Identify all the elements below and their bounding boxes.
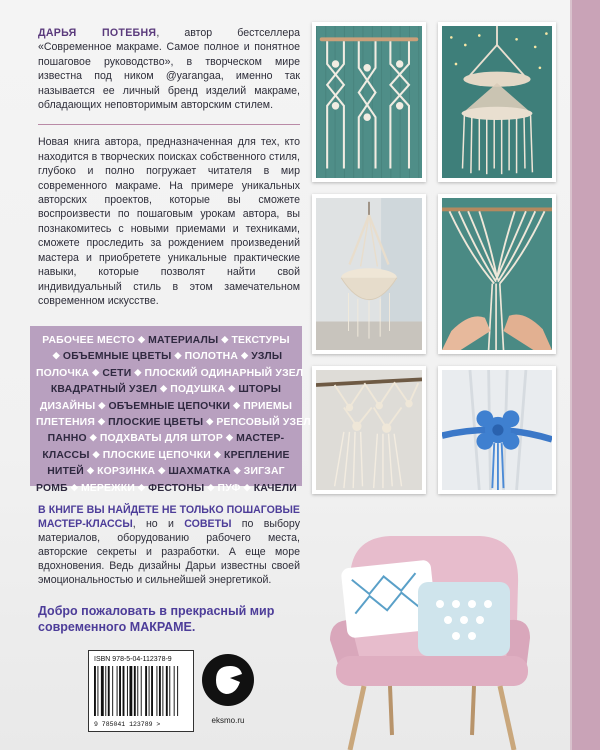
tag: ПОДУШКА [170,384,226,396]
diamond-separator-icon: ◆ [98,399,106,410]
diamond-separator-icon: ◆ [52,350,60,361]
tag: ПЛОСКИЕ ЦВЕТЫ [108,417,204,429]
tag: ПОДХВАТЫ ДЛЯ ШТОР [99,433,223,445]
barcode-bar [174,666,175,716]
book-spine [572,0,600,750]
barcode-bar [169,666,170,716]
barcode-bar [108,666,110,716]
eksmo-logo-icon [200,652,256,714]
photo-knotting-hands [438,194,556,354]
tag: ПУФ [217,482,241,494]
diamond-separator-icon: ◆ [228,383,236,394]
tag-line [36,348,296,364]
barcode-bar [97,666,98,716]
barcode-bar [151,666,153,716]
macrame-cradle-image [316,198,422,350]
diamond-separator-icon: ◆ [213,448,222,459]
diamond-separator-icon: ◆ [92,448,100,459]
tag: ПЛОСКИЙ ОДИНАРНЫЙ УЗЕЛ [144,367,304,379]
diamond-separator-icon: ◆ [206,416,214,427]
diamond-separator-icon: ◆ [86,465,95,476]
diamond-separator-icon: ◆ [233,465,241,476]
macrame-chandelier-image [442,26,552,178]
macrame-fringe-image [316,370,422,490]
barcode-bar [112,666,113,716]
book-contents-note [38,503,300,587]
bottom-text-part: , но и [132,518,185,530]
tag-line [36,480,296,496]
publisher-url: eksmo.ru [211,716,245,725]
barcode-bar [145,666,147,716]
photo-curtain-tieback [438,366,556,494]
tag: РОМБ [36,482,68,494]
highlight-tips: СОВЕТЫ [184,518,232,530]
barcode-number: 9 785041 123789 > [94,721,161,728]
photo-hanging-cradle [312,194,426,354]
tag: ПЛОСКИЕ ЦЕПОЧКИ [102,449,211,461]
photo-fringe-panel [312,366,426,494]
tag-line [36,381,296,397]
tag: РЕПСОВЫЙ УЗЕЛ [216,417,311,429]
barcode-bar [137,666,138,716]
barcode-bar [129,666,132,716]
tag: ПОЛОТНА [184,351,239,363]
author-intro [38,26,300,112]
barcode-bar [166,666,168,716]
tag: ОБЪЕМНЫЕ ЦВЕТЫ [62,351,172,363]
tag: ОБЪЕМНЫЕ ЦЕПОЧКИ [108,400,231,412]
diamond-separator-icon: ◆ [138,481,146,492]
tag: УЗЛЫ [251,351,283,363]
tag: МЕРЕЖКИ [80,482,135,494]
diamond-separator-icon: ◆ [174,350,182,361]
barcode-bars [94,666,188,716]
barcode-bar [159,666,161,716]
diamond-separator-icon: ◆ [241,350,249,361]
barcode-bar [141,666,142,716]
tag-line [36,430,296,446]
bottom-text-part: по выбору материалов, оборудованию рабочего места, авторские секреты и разработки. А еще море вдохновения. Ведь дизайны Дарьи известны своей эмоциональностью и сильнейшей энергетикой. [38,518,300,586]
macrame-tieback-image [442,370,552,490]
diamond-separator-icon: ◆ [207,481,215,492]
isbn-number: ISBN 978-5-04-112378-9 [94,656,172,663]
barcode-bar [162,666,163,716]
topics-box [30,326,311,494]
tag: ДИЗАЙНЫ [39,400,96,412]
book-description: Новая книга автора, предназначенная для тех, кто находится в творческих поисках собственного стиля, глубоко и полно погружает читателя в мир современного макраме. На примере уникальных авторских проектов, которые вы сможете воспроизвести по пошаговым урокам автора, вы познакомитесь с новыми приемами и техниками, сможете проследить за рождением произведений мастера и приобретете уникальные практические навыки, которые позволят найти свой индивидуальный стиль в этом замечательном современном искусстве. [38,136,300,307]
barcode-bar [101,666,104,716]
macrame-panel-image [316,26,422,178]
tag: ШАХМАТКА [168,466,231,478]
divider [38,124,300,125]
tag-line [36,447,296,463]
tag: РАБОЧЕЕ МЕСТО [42,335,135,346]
barcode-bar [177,666,178,716]
barcode-bar [94,666,96,716]
text-column [38,26,300,308]
chair-with-pillows-image [330,520,530,750]
tag: ПРИЕМЫ [243,400,293,412]
diamond-separator-icon: ◆ [92,366,100,377]
diamond-separator-icon: ◆ [158,465,166,476]
tag: МАСТЕР- [236,433,285,445]
barcode-bar [123,666,125,716]
barcode-bar [134,666,136,716]
diamond-separator-icon: ◆ [134,366,142,377]
tag: ФЕСТОНЫ [148,482,205,494]
author-name: ДАРЬЯ ПОТЕБНЯ [38,27,157,39]
diamond-separator-icon: ◆ [70,481,78,492]
barcode-bar [105,666,106,716]
welcome-text: Добро пожаловать в прекрасный мир современного МАКРАМЕ. [38,604,275,634]
diamond-separator-icon: ◆ [89,432,97,443]
tag: КОРЗИНКА [97,466,156,478]
barcode [88,650,194,732]
tag: НИТЕЙ [47,466,84,478]
photo-hanging-shelf [438,22,556,182]
tag: КЛАССЫ [42,449,90,461]
barcode-bar [156,666,157,716]
barcode-bar [119,666,121,716]
diamond-separator-icon: ◆ [233,399,241,410]
barcode-bar [117,666,118,716]
tag: КВАДРАТНЫЙ УЗЕЛ [50,384,158,396]
tag: МАТЕРИАЛЫ [148,335,219,346]
diamond-separator-icon: ◆ [221,334,229,344]
tag-line [36,365,304,381]
author-intro-text: , автор бестселлера «Современное макраме. Самое полное и понятное пошаговое руководство», в творческом мире известна под ником @yarangaa, именно так называется ее личный бренд изделий макраме, обладающих неповторимым авторским стилем. [38,27,300,112]
macrame-hands-image [442,198,552,350]
tag: СЕТИ [102,367,132,379]
tag-line [36,398,296,414]
highlight-masterclasses: В КНИГЕ ВЫ НАЙДЕТЕ НЕ ТОЛЬКО ПОШАГОВЫЕ МАСТЕР-КЛАССЫ [38,504,300,530]
tag: КРЕПЛЕНИЕ [224,449,290,461]
barcode-bar [149,666,150,716]
tag-line [36,332,296,348]
diamond-separator-icon: ◆ [138,334,146,344]
tag: ПАННО [47,433,87,445]
diamond-separator-icon: ◆ [160,383,168,394]
tag: ЗИГЗАГ [243,466,285,478]
tag-line [36,463,296,479]
tag: ТЕКСТУРЫ [231,335,290,346]
diamond-separator-icon: ◆ [98,416,106,427]
photo-wall-hanging [312,22,426,182]
barcode-bar [127,666,128,716]
tag: КАЧЕЛИ [253,482,297,494]
tag: ПОЛОЧКА [36,367,90,379]
diamond-separator-icon: ◆ [243,481,251,492]
tag-line [36,414,311,430]
diamond-separator-icon: ◆ [225,432,234,443]
tag: ПЛЕТЕНИЯ [36,417,96,429]
tag: ШТОРЫ [238,384,282,396]
